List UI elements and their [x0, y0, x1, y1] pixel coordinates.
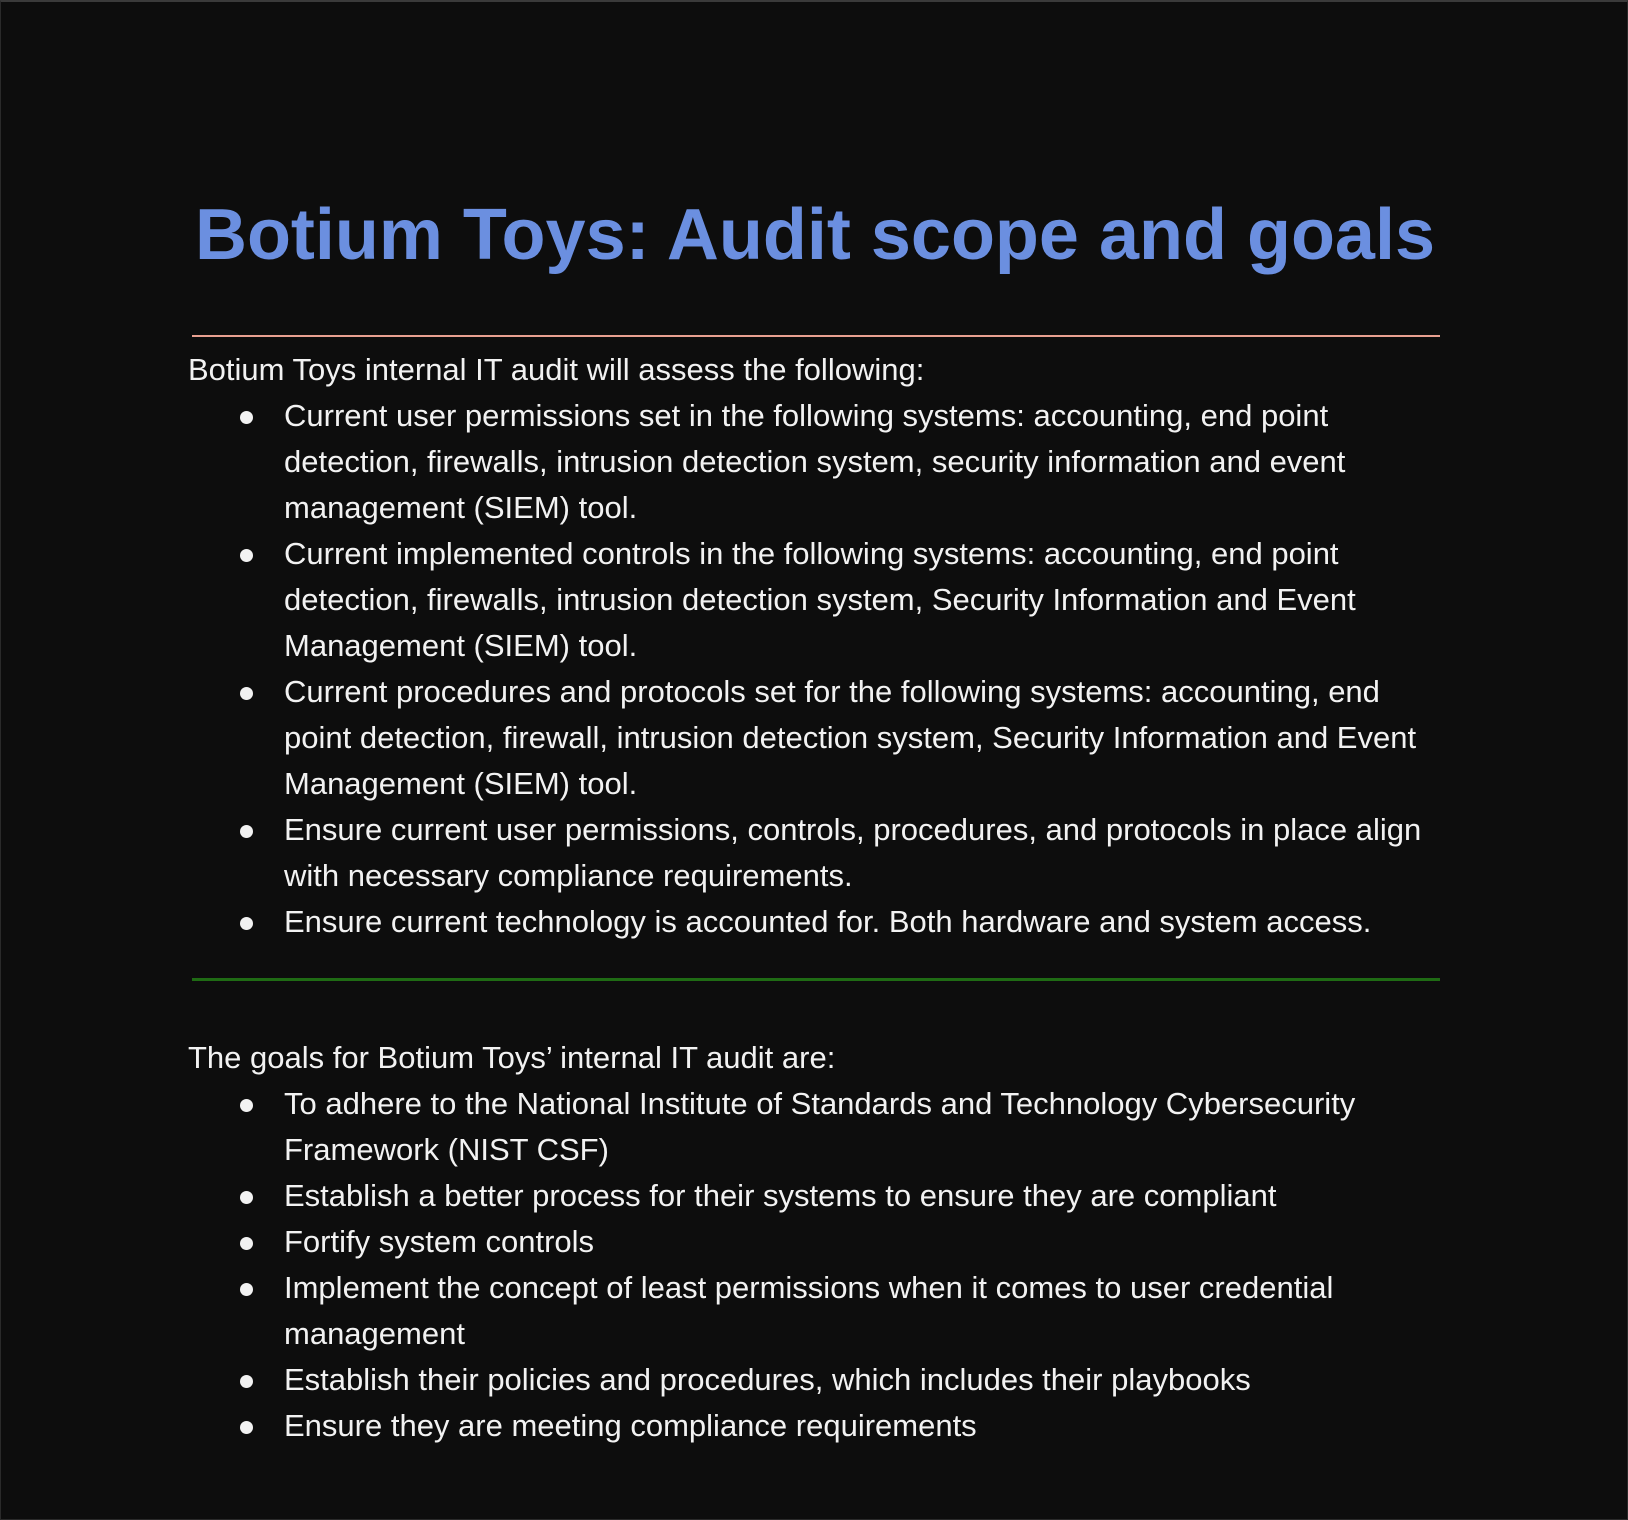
bullet-icon [240, 687, 253, 700]
bullet-icon [240, 1099, 253, 1112]
goals-list-item [188, 1403, 1448, 1449]
scope-list-item [188, 807, 1448, 899]
goal-item-text: Establish their policies and procedures, which includes their playbooks [284, 1362, 1251, 1397]
bullet-icon [240, 1375, 253, 1388]
scope-list-item [188, 669, 1448, 807]
scope-list-item [188, 393, 1448, 531]
page-title: Botium Toys: Audit scope and goals [194, 195, 1436, 275]
scope-list [188, 393, 1448, 945]
scope-item-text: Ensure current technology is accounted for. Both hardware and system access. [284, 904, 1372, 939]
section-divider [192, 978, 1440, 981]
bullet-icon [240, 1237, 253, 1250]
goals-list [188, 1081, 1448, 1449]
bullet-icon [240, 825, 253, 838]
goal-item-text: Fortify system controls [284, 1224, 595, 1259]
goal-item-text: To adhere to the National Institute of Standards and Technology Cybersecurity Framework (NIST CSF) [284, 1086, 1356, 1167]
goals-list-item [188, 1173, 1448, 1219]
scope-list-item [188, 531, 1448, 669]
goals-section [188, 1035, 1448, 1449]
goal-item-text: Ensure they are meeting compliance requirements [284, 1408, 977, 1443]
scope-item-text: Current procedures and protocols set for the following systems: accounting, end point detection, firewall, intrusion detection system, Security Information and Event Management (SIEM) tool. [284, 674, 1417, 801]
scope-item-text: Current user permissions set in the following systems: accounting, end point detection, firewalls, intrusion detection system, security information and event management (SIEM) tool. [284, 398, 1346, 525]
scope-list-item [188, 899, 1448, 945]
goals-intro: The goals for Botium Toys’ internal IT audit are: [188, 1040, 836, 1075]
bullet-icon [240, 917, 253, 930]
bullet-icon [240, 411, 253, 424]
goal-item-text: Implement the concept of least permissions when it comes to user credential management [284, 1270, 1334, 1351]
goals-list-item [188, 1265, 1448, 1357]
scope-intro: Botium Toys internal IT audit will assess the following: [188, 352, 925, 387]
scope-section [188, 347, 1448, 945]
goal-item-text: Establish a better process for their systems to ensure they are compliant [284, 1178, 1277, 1213]
scope-item-text: Current implemented controls in the following systems: accounting, end point detection, firewalls, intrusion detection system, Security Information and Event Management (SIEM) tool. [284, 536, 1356, 663]
title-divider [192, 335, 1440, 337]
bullet-icon [240, 549, 253, 562]
goals-list-item [188, 1219, 1448, 1265]
bullet-icon [240, 1283, 253, 1296]
scope-item-text: Ensure current user permissions, controls, procedures, and protocols in place align with necessary compliance requirements. [284, 812, 1422, 893]
bullet-icon [240, 1191, 253, 1204]
bullet-icon [240, 1421, 253, 1434]
goals-list-item [188, 1357, 1448, 1403]
goals-list-item [188, 1081, 1448, 1173]
